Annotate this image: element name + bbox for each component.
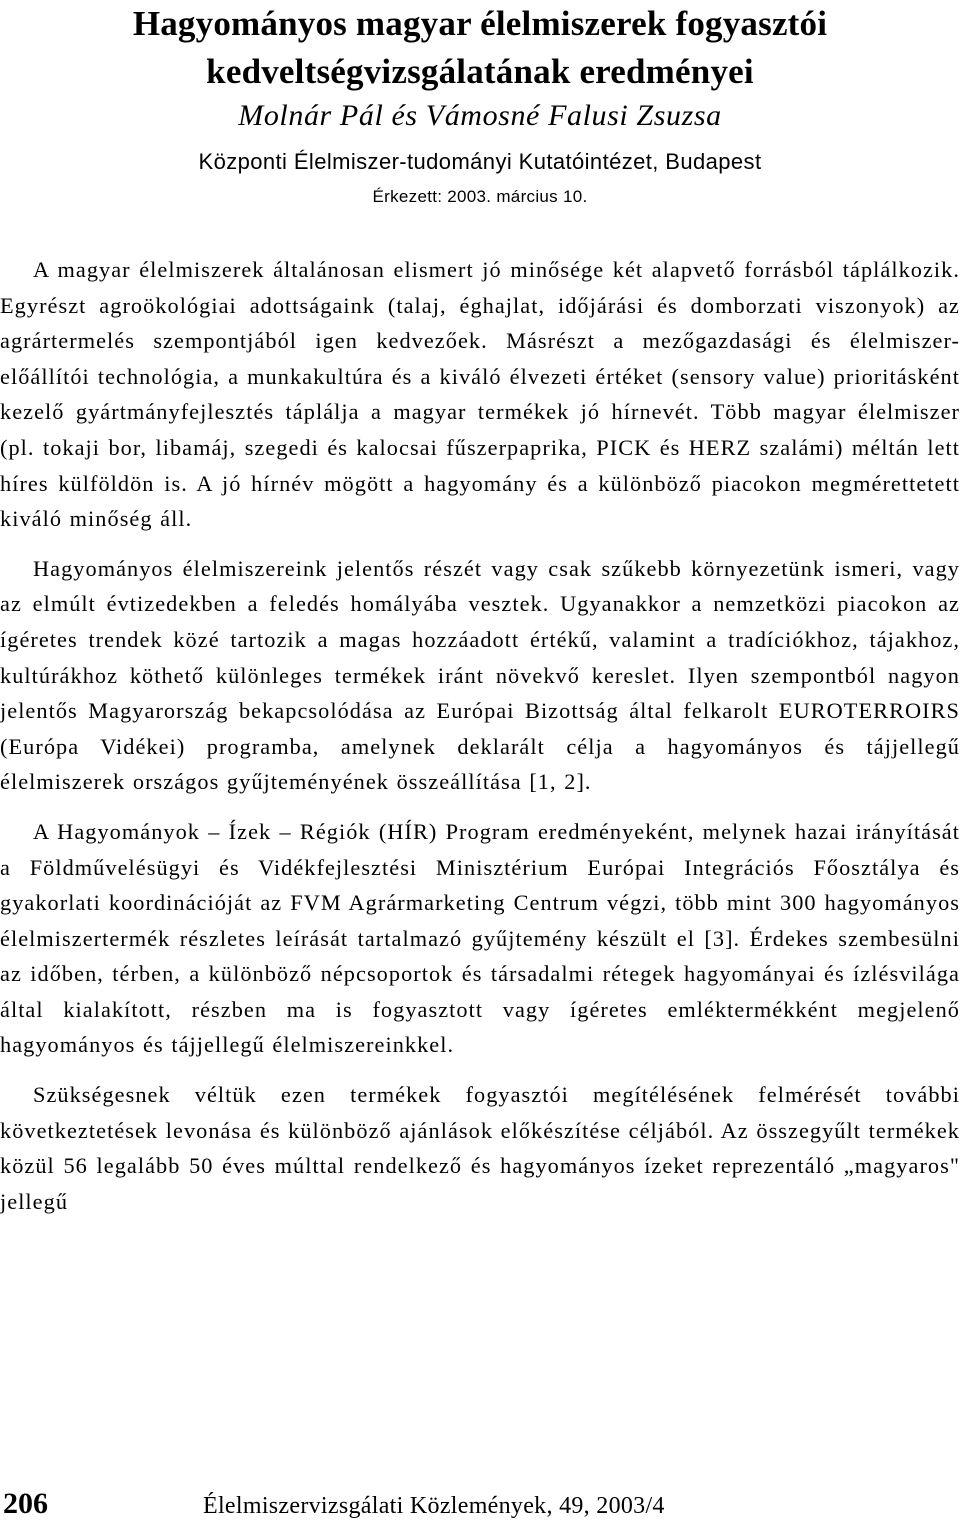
page-number: 206: [3, 1487, 48, 1520]
body-paragraph: A magyar élelmiszerek általánosan elismert jó minősége két alapvető forrásból táplálkozik. Egyrészt agroökológiai adottságaink (talaj, éghajlat, időjárási és domborzati viszonyok) az agrártermelés szempontjából igen kedvezőek. Másrészt a mezőgazdasági és élelmiszer-előállítói technológia, a munkakultúra és a kiváló élvezeti értéket (sensory value) prioritásként kezelő gyártmányfejlesztés táplálja a magyar termékek jó hírnevét. Több magyar élelmiszer (pl. tokaji bor, libamáj, szegedi és kalocsai fűszerpaprika, PICK és HERZ szalámi) méltán lett híres külföldön is. A jó hírnév mögött a hagyomány és a különböző piacokon megmérettetett kiváló minőség áll.: [0, 257, 960, 532]
received-date: Érkezett: 2003. március 10.: [372, 187, 588, 206]
article-authors: Molnár Pál és Vámosné Falusi Zsuzsa: [238, 99, 722, 132]
article-body: [0, 252, 960, 1233]
author-institution: Központi Élelmiszer-tudományi Kutatóintézet, Budapest: [198, 149, 762, 174]
article-title: Hagyományos magyar élelmiszerek fogyasztói kedveltségvizsgálatának eredményei: [132, 4, 828, 91]
journal-reference: Élelmiszervizsgálati Közlemények, 49, 2003/4: [203, 1493, 665, 1519]
body-paragraph: Szükségesnek véltük ezen termékek fogyasztói megítélésének felmérését további következtetések levonása és különböző ajánlások előkészítése céljából. Az összegyűlt termékek közül 56 legalább 50 éves múlttal rendelkező és hagyományos ízeket reprezentáló „magyaros" jellegű: [0, 1082, 960, 1214]
body-paragraph: A Hagyományok – Ízek – Régiók (HÍR) Program eredményeként, melynek hazai irányítását a Földművelésügyi és Vidékfejlesztési Minisztérium Európai Integrációs Főosztálya és gyakorlati koordinációját az FVM Agrármarketing Centrum végzi, több mint 300 hagyományos élelmiszertermék részletes leírását tartalmazó gyűjtemény készült el [3]. Érdekes szembesülni az időben, térben, a különböző népcsoportok és társadalmi rétegek hagyományai és ízlésvilága által kialakított, részben ma is fogyasztott vagy ígéretes emléktermékként megjelenő hagyományos és tájjellegű élelmiszereinkkel.: [0, 818, 960, 1058]
page-footer: [0, 1484, 960, 1524]
body-paragraph: Hagyományos élelmiszereink jelentős részét vagy csak szűkebb környezetünk ismeri, vagy az elmúlt évtizedekben a feledés homályába vesztek. Ugyanakkor a nemzetközi piacokon az ígéretes trendek közé tartozik a magas hozzáadott értékű, valamint a tradíciókhoz, tájakhoz, kultúrákhoz köthető különleges termékek iránt növekvő kereslet. Ilyen szempontból nagyon jelentős Magyarország bekapcsolódása az Európai Bizottság által felkarolt EUROTERROIRS (Európa Vidékei) programba, amelynek deklarált célja a hagyományos és tájjellegű élelmiszerek országos gyűjteményének összeállítása [1, 2].: [0, 555, 960, 795]
